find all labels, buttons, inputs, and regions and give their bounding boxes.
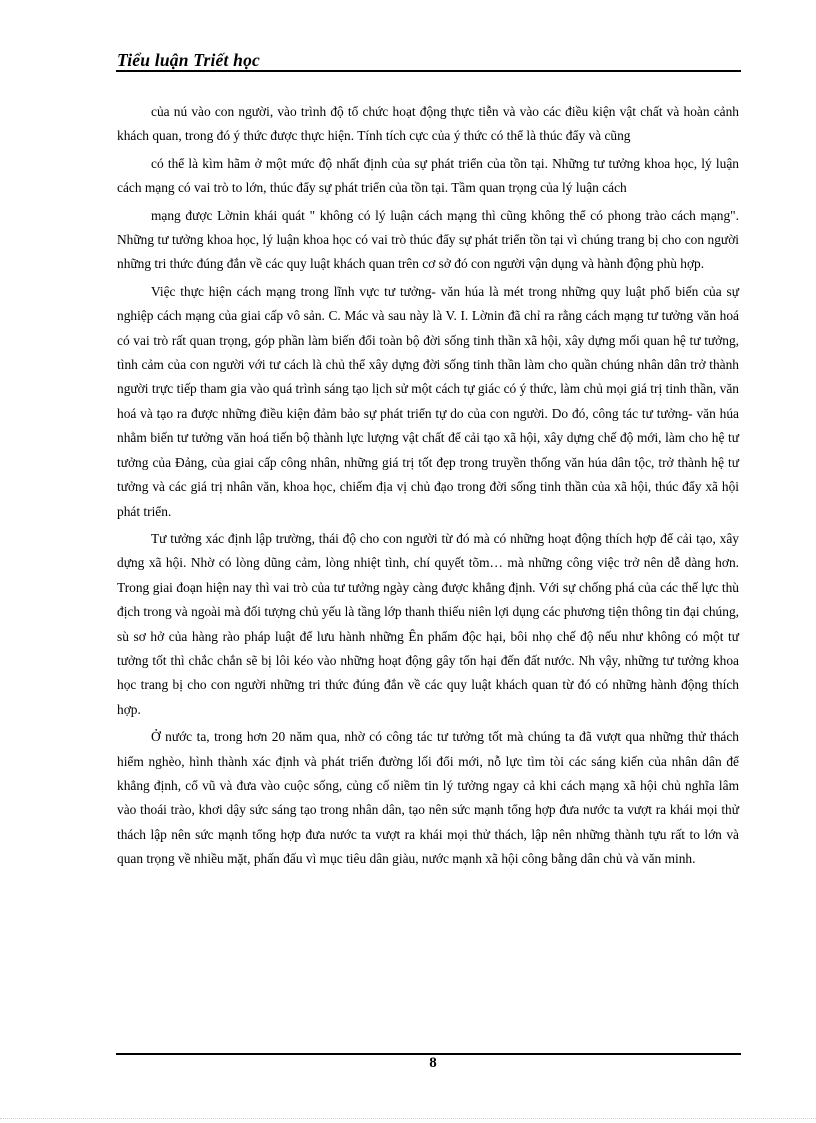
paragraph: có thể là kìm hãm ở một mức độ nhất định của sự phát triển của tồn tại. Những tư tưởng khoa học, lý luận cách mạng có vai trò to lớn, thúc đẩy sự phát triển của tồn tại. Tầm quan trọng của lý luận cách bbox=[117, 155, 739, 196]
page-bottom-border bbox=[0, 1118, 816, 1119]
paragraph: Ở nước ta, trong hơn 20 năm qua, nhờ có công tác tư tưởng tốt mà chúng ta đã vượt qua những thử thách hiểm nghèo, hình thành xác định và phát triển đường lối đổi mới, nỗ lực tìm tòi các sáng kiến của nhân dân để khẳng định, cổ vũ và đưa vào cuộc sống, củng cố niềm tin lý tưởng ngay cả khi cách mạng xã hội chủ nghĩa lâm vào thoái trào, khơi dậy sức sáng tạo trong nhân dân, tạo nên sức mạnh tổng hợp đưa nước ta vượt ra khái mọi thử thách lập nên sức mạnh tổng hợp đưa nước ta vượt ra khái mọi thử thách, lập nên những thành tựu rất to lớn và quan trọng về nhiều mặt, phấn đấu vì mục tiêu dân giàu, nước mạnh xã hội công bằng dân chủ và văn minh. bbox=[117, 729, 739, 867]
paragraph: Tư tưởng xác định lập trường, thái độ cho con người từ đó mà có những hoạt động thích hợp để cải tạo, xây dựng xã hội. Nhờ có lòng dũng cảm, lòng nhiệt tình, chí quyết tõm… mà những công việc trở nên dễ dàng hơn. Trong giai đoạn hiện nay thì vai trò của tư tưởng ngày càng được khẳng định. Với sự chống phá của các thế lực thù địch trong và ngoài mà đối tượng chủ yếu là tầng lớp thanh thiếu niên lợi dụng các phương tiện thông tin đại chúng, sù sơ hở của hàng rào pháp luật để lưu hành những Ên phẩm độc hại, bôi nhọ chế độ nếu như không có một tư tưởng tốt thì chắc chắn sẽ bị lôi kéo vào những hoạt động gây tổn hại đến đất nước. Nh vậy, những tư tưởng khoa học trang bị cho con người những tri thức đúng đắn về các quy luật khách quan từ đó có những hành động thích hợp. bbox=[117, 530, 739, 717]
paragraph: của nú vào con người, vào trình độ tổ chức hoạt động thực tiễn và vào các điều kiện vật chất và hoàn cảnh khách quan, trong đó ý thức được thực hiện. Tính tích cực của ý thức có thể là thúc đẩy và cũng bbox=[117, 104, 739, 144]
page-number: 8 bbox=[429, 1055, 437, 1071]
document-body bbox=[117, 100, 739, 872]
paragraph: mạng được Lờnin khái quát " không có lý luận cách mạng thì cũng không thể có phong trào cách mạng". Những tư tưởng khoa học, lý luận khoa học có vai trò thúc đẩy sự phát triển tồn tại vì chúng trang bị cho con người những tri thức đúng đắn về các quy luật khách quan trên cơ sở đó con người vận dụng và hành động phù hợp. bbox=[117, 207, 739, 272]
header-divider bbox=[116, 70, 741, 72]
paragraph: Việc thực hiện cách mạng trong lĩnh vực tư tưởng- văn húa là mét trong những quy luật phổ biến của sự nghiệp cách mạng của giai cấp vô sản. C. Mác và sau này là V. I. Lờnin đã chỉ ra rằng cách mạng tư tưởng văn hoá có vai trò rất quan trọng, góp phần làm biến đổi toàn bộ đời sống tinh thần xã hội, xây dựng mối quan hệ tư tưởng, tình cảm của con người với tư cách là chủ thể xây dựng đời sống tinh thần làm cho quần chúng nhân dân trở thành người trực tiếp tham gia vào quá trình sáng tạo lịch sử một cách tự giác có ý thức, làm chủ mọi giá trị tinh thần, văn hoá và tạo ra được những điều kiện đảm bảo sự phát triển tự do của con người. Do đó, công tác tư tưởng- văn húa nhằm biến tư tưởng văn hoá tiến bộ thành lực lượng vật chất để cải tạo xã hội, xây dựng chế độ mới, làm cho hệ tư tưởng của Đảng, của giai cấp công nhân, những giá trị tốt đẹp trong truyền thống văn húa dân tộc, trở thành hệ tư tưởng và các giá trị nhân văn, khoa học, chiếm địa vị chủ đạo trong đời sống tinh thần của xã hội, thúc đẩy xã hội phát triển. bbox=[117, 283, 739, 519]
document-header-title: Tiểu luận Triết học bbox=[117, 50, 260, 70]
